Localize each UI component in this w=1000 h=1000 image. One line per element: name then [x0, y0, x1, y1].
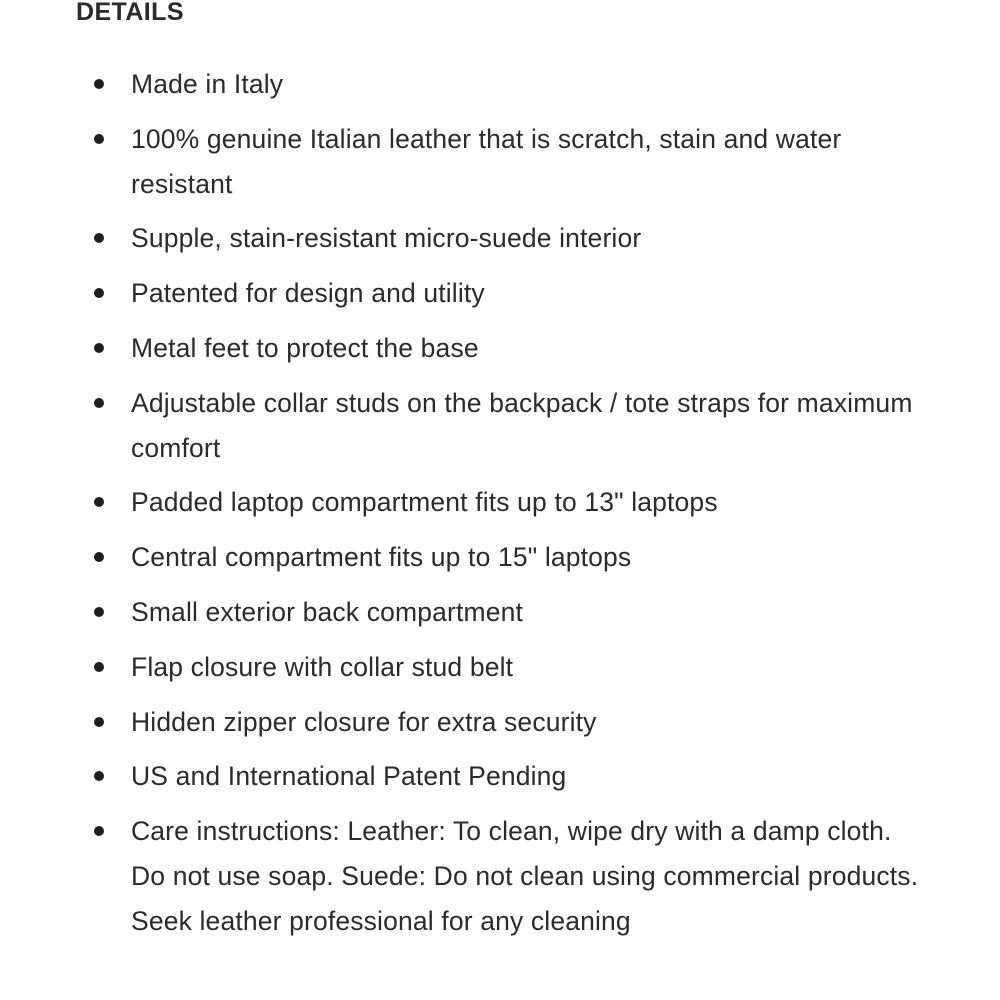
list-item: [0, 117, 1000, 207]
details-list: [0, 62, 1000, 954]
list-item-text: Flap closure with collar stud belt: [131, 651, 514, 682]
bullet-icon: [94, 826, 104, 836]
bullet-icon: [94, 233, 104, 243]
list-item-text: Metal feet to protect the base: [131, 332, 479, 363]
list-item-text: Hidden zipper closure for extra security: [131, 706, 597, 737]
list-item-text: Padded laptop compartment fits up to 13" laptops: [131, 487, 718, 518]
list-item-text: Care instructions: Leather: To clean, wipe dry with a damp cloth. Do not use soap. Suede: Do not clean using commercial products. Seek leather professional for any cleaning: [131, 816, 919, 936]
list-item: [0, 535, 1000, 580]
list-item: [0, 754, 1000, 799]
bullet-icon: [94, 552, 104, 562]
bullet-icon: [94, 771, 104, 781]
list-item-text: US and International Patent Pending: [131, 761, 567, 792]
list-item: [0, 809, 1000, 943]
list-item-text: Adjustable collar studs on the backpack / tote straps for maximum comfort: [131, 387, 913, 463]
bullet-icon: [94, 288, 104, 298]
list-item: [0, 700, 1000, 745]
list-item: [0, 216, 1000, 261]
list-item: [0, 590, 1000, 635]
list-item-text: Central compartment fits up to 15" laptops: [131, 542, 632, 573]
list-item: [0, 480, 1000, 525]
list-item-text: Patented for design and utility: [131, 278, 485, 309]
bullet-icon: [94, 497, 104, 507]
list-item: [0, 381, 1000, 471]
list-item: [0, 271, 1000, 316]
bullet-icon: [94, 343, 104, 353]
bullet-icon: [94, 662, 104, 672]
bullet-icon: [94, 398, 104, 408]
details-heading: DETAILS: [76, 0, 184, 26]
bullet-icon: [94, 607, 104, 617]
list-item-text: Supple, stain-resistant micro-suede interior: [131, 223, 642, 254]
list-item-text: Small exterior back compartment: [131, 596, 523, 627]
list-item-text: Made in Italy: [131, 69, 284, 99]
list-item-text: 100% genuine Italian leather that is scratch, stain and water resistant: [131, 123, 842, 199]
bullet-icon: [94, 717, 104, 727]
list-item: [0, 62, 1000, 107]
bullet-icon: [94, 79, 104, 89]
bullet-icon: [94, 134, 104, 144]
list-item: [0, 326, 1000, 371]
list-item: [0, 645, 1000, 690]
